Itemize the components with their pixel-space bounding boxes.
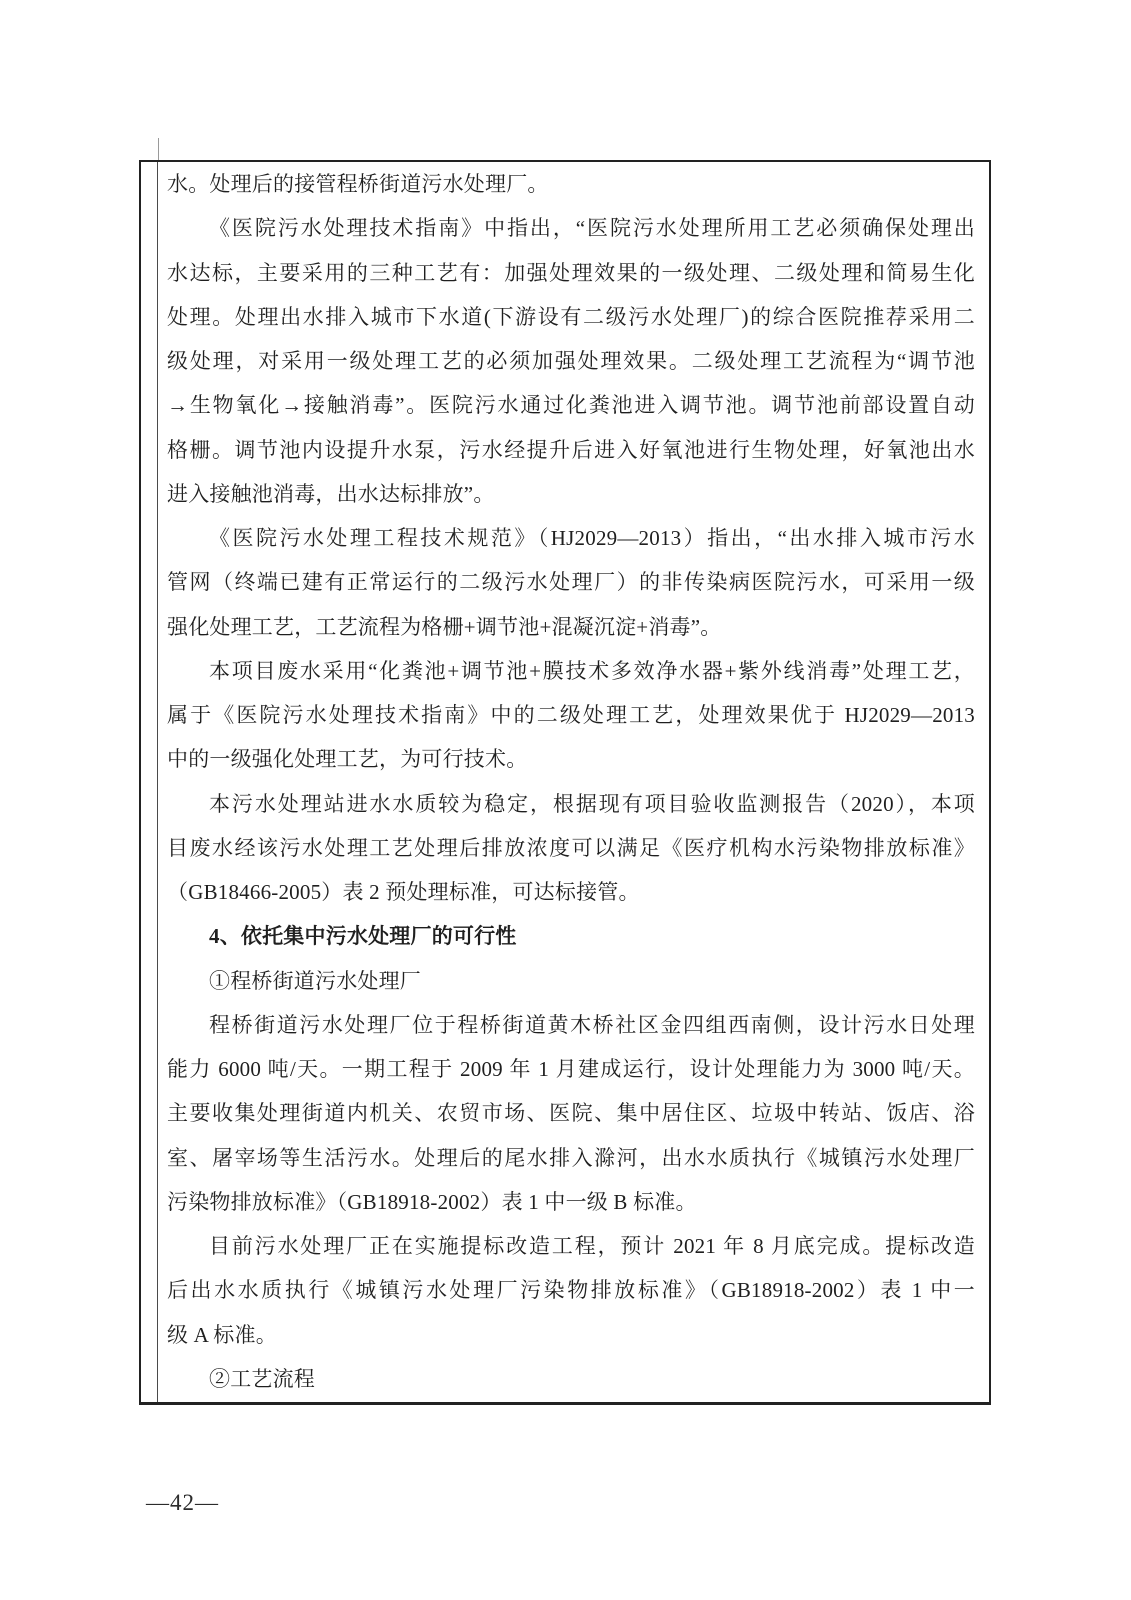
text-line: 级 A 标准。 xyxy=(167,1322,277,1347)
text-line: 污染物排放标准》（GB18918-2002）表 1 中一级 B 标准。 xyxy=(167,1189,697,1214)
text-line: 水。处理后的接管程桥街道污水处理厂。 xyxy=(167,172,549,196)
text-line: 后出水水质执行《城镇污水处理厂污染物排放标准》（GB18918-2002）表 1 中一 xyxy=(167,1278,975,1303)
text-line: 本项目废水采用“化粪池+调节池+膜技术多效净水器+紫外线消毒”处理工艺， xyxy=(209,658,975,683)
text-line: 目废水经该污水处理工艺处理后排放浓度可以满足《医疗机构水污染物排放标准》 xyxy=(167,835,975,860)
text-line: 强化处理工艺，工艺流程为格栅+调节池+混凝沉淀+消毒”。 xyxy=(167,614,722,639)
text-line: 管网（终端已建有正常运行的二级污水处理厂）的非传染病医院污水，可采用一级 xyxy=(167,570,975,595)
text-line: 4、依托集中污水处理厂的可行性 xyxy=(209,924,517,949)
text-line: 格栅。调节池内设提升水泵，污水经提升后进入好氧池进行生物处理，好氧池出水 xyxy=(167,437,975,462)
text-line: 水达标，主要采用的三种工艺有：加强处理效果的一级处理、二级处理和简易生化 xyxy=(167,260,975,285)
table-grid-remnant xyxy=(158,138,159,160)
text-line: →生物氧化→接触消毒”。医院污水通过化粪池进入调节池。调节池前部设置自动 xyxy=(167,393,975,418)
text-line: 程桥街道污水处理厂位于程桥街道黄木桥社区金四组西南侧，设计污水日处理 xyxy=(209,1012,975,1037)
text-line: 进入接触池消毒，出水达标排放”。 xyxy=(167,481,495,506)
document-body xyxy=(167,162,975,1401)
table-cell-divider xyxy=(157,162,158,1402)
text-line: 中的一级强化处理工艺，为可行技术。 xyxy=(167,747,528,772)
text-line: 本污水处理站进水水质较为稳定，根据现有项目验收监测报告（2020），本项 xyxy=(209,791,975,816)
text-line: 《医院污水处理工程技术规范》（HJ2029—2013）指出，“出水排入城市污水 xyxy=(209,526,975,550)
text-line: 目前污水处理厂正在实施提标改造工程，预计 2021 年 8 月底完成。提标改造 xyxy=(209,1234,975,1258)
content-table-cell xyxy=(139,160,991,1405)
text-line: 主要收集处理街道内机关、农贸市场、医院、集中居住区、垃圾中转站、饭店、浴 xyxy=(167,1101,975,1126)
page-number: —42— xyxy=(146,1490,219,1515)
text-line: ①程桥街道污水处理厂 xyxy=(209,968,421,993)
text-line: 属于《医院污水处理技术指南》中的二级处理工艺，处理效果优于 HJ2029—2013 xyxy=(167,703,975,727)
text-line: 《医院污水处理技术指南》中指出，“医院污水处理所用工艺必须确保处理出 xyxy=(209,216,975,241)
text-line: 室、屠宰场等生活污水。处理后的尾水排入滁河，出水水质执行《城镇污水处理厂 xyxy=(167,1145,975,1170)
text-line: （GB18466-2005）表 2 预处理标准，可达标接管。 xyxy=(167,880,640,904)
text-line: 能力 6000 吨/天。一期工程于 2009 年 1 月建成运行，设计处理能力为 3000 吨/天。 xyxy=(167,1057,975,1081)
text-line: 级处理，对采用一级处理工艺的必须加强处理效果。二级处理工艺流程为“调节池 xyxy=(167,349,975,373)
text-line: 处理。处理出水排入城市下水道(下游设有二级污水处理厂)的综合医院推荐采用二 xyxy=(167,304,975,329)
text-line: ②工艺流程 xyxy=(209,1366,315,1391)
